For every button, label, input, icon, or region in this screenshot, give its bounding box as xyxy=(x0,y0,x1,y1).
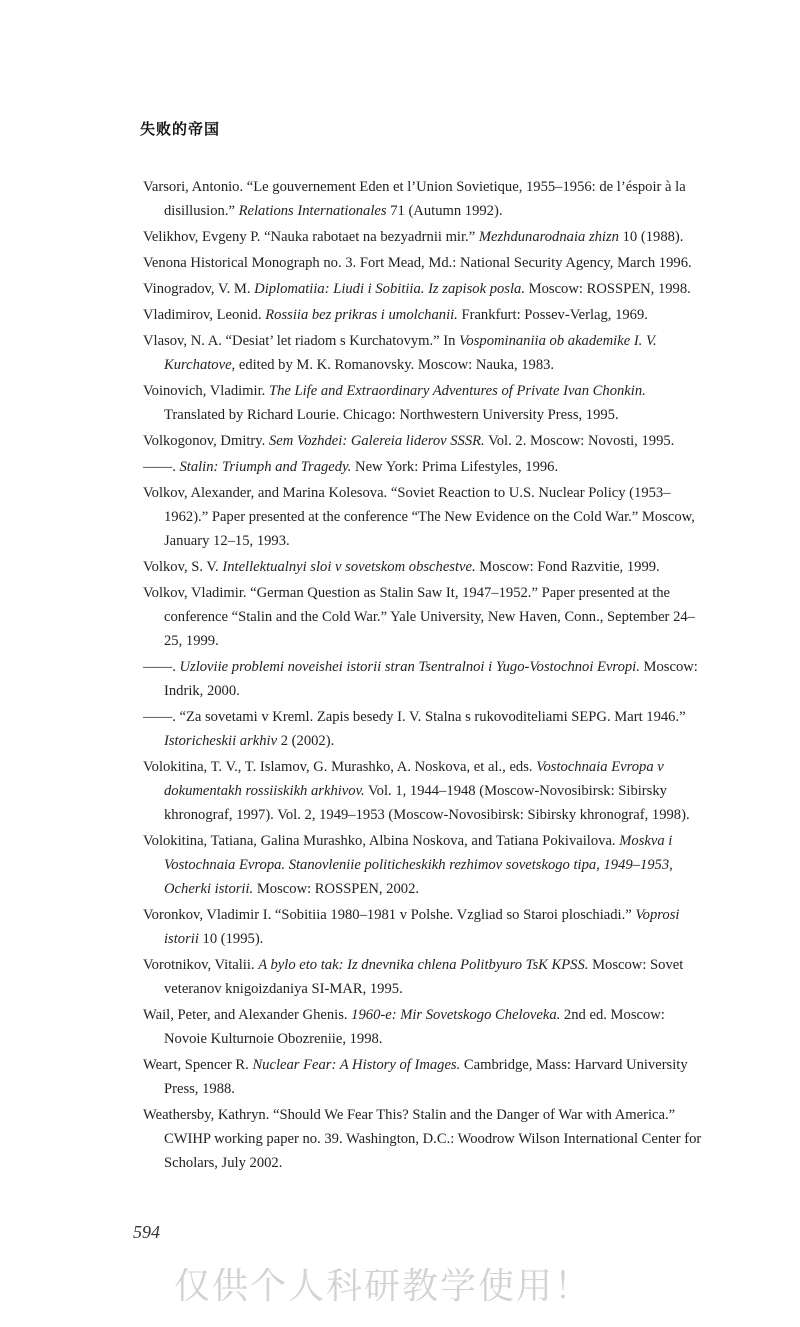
entry-text: edited by M. K. Romanovsky. Moscow: Nauka, 1983. xyxy=(235,357,555,373)
entry-title: 1960-e: Mir Sovetskogo Cheloveka. xyxy=(351,1007,561,1023)
entry-title: Moskva i Vostochnaia Evropa. Stanovleniie politicheskikh rezhimov sovetskogo tipa, 1949–1953, Ocherki istorii. xyxy=(164,833,673,897)
bibliography-entry xyxy=(143,175,703,223)
entry-text: Weathersby, Kathryn. “Should We Fear This? Stalin and the Danger of War with America.” CWIHP working paper no. 39. Washington, D.C.: Woodrow Wilson International Center for Scholars, July 2002. xyxy=(143,1107,702,1171)
bibliography-entry xyxy=(143,303,703,327)
entry-text: Voronkov, Vladimir I. “Sobitiia 1980–1981 v Polshe. Vzgliad so Staroi ploschiadi.” xyxy=(143,907,636,923)
entry-text: New York: Prima Lifestyles, 1996. xyxy=(351,459,559,475)
entry-text: Vol. 1, 1944–1948 (Moscow-Novosibirsk: Sibirsky khronograf, 1997). Vol. 2, 1949–1953 (Moscow-Novosibirsk: Sibirsky khronograf, 1998). xyxy=(164,783,690,823)
entry-text: Volokitina, Tatiana, Galina Murashko, Albina Noskova, and Tatiana Pokivailova. xyxy=(143,833,620,849)
entry-text: Weart, Spencer R. xyxy=(143,1057,253,1073)
bibliography-entry xyxy=(143,429,703,453)
bibliography-entry xyxy=(143,225,703,249)
bibliography-entry xyxy=(143,481,703,553)
bibliography-entry xyxy=(143,705,703,753)
entry-title: Nuclear Fear: A History of Images. xyxy=(252,1057,461,1073)
page-number: 594 xyxy=(133,1222,160,1242)
entry-text: Vinogradov, V. M. xyxy=(143,281,255,297)
bibliography-entry xyxy=(143,581,703,653)
entry-text: Vol. 2. Moscow: Novosti, 1995. xyxy=(484,433,675,449)
bibliography-entry xyxy=(143,655,703,703)
entry-title: Sem Vozhdei: Galereia liderov SSSR. xyxy=(268,433,485,449)
entry-title: The Life and Extraordinary Adventures of Private Ivan Chonkin. xyxy=(268,383,646,399)
bibliography-entry xyxy=(143,1003,703,1051)
entry-text: 10 (1995). xyxy=(198,931,264,947)
entry-text: Moscow: ROSSPEN, 2002. xyxy=(253,881,420,897)
entry-text: Frankfurt: Possev-Verlag, 1969. xyxy=(457,307,648,323)
entry-text: Volkogonov, Dmitry. xyxy=(143,433,269,449)
entry-title: Rossiia bez prikras i umolchanii. xyxy=(265,307,458,323)
entry-title: Vostochnaia Evropa v dokumentakh rossiiskikh arkhivov. xyxy=(164,759,664,799)
entry-text: Voinovich, Vladimir. xyxy=(143,383,269,399)
entry-title: Diplomatiia: Liudi i Sobitiia. Iz zapisok posla. xyxy=(254,281,525,297)
entry-title: Uzloviie problemi noveishei istorii stran Tsentralnoi i Yugo-Vostochnoi Evropi. xyxy=(179,659,640,675)
bibliography-entry xyxy=(143,1053,703,1101)
bibliography-entry xyxy=(143,555,703,579)
bibliography-entry xyxy=(143,953,703,1001)
entry-title: Vospominaniia ob akademike I. V. Kurchatove, xyxy=(164,333,657,373)
entry-text: Vorotnikov, Vitalii. xyxy=(143,957,259,973)
entry-text: Volkov, S. V. xyxy=(143,559,223,575)
entry-text: 71 (Autumn 1992). xyxy=(386,203,503,219)
bibliography-entry xyxy=(143,1103,703,1175)
entry-text: Translated by Richard Lourie. Chicago: Northwestern University Press, 1995. xyxy=(164,407,619,423)
entry-text: Venona Historical Monograph no. 3. Fort Mead, Md.: National Security Agency, March 1996. xyxy=(143,255,692,271)
entry-text: Moscow: Indrik, 2000. xyxy=(164,659,698,699)
entry-text: Moscow: ROSSPEN, 1998. xyxy=(524,281,691,297)
bibliography-entry xyxy=(143,755,703,827)
entry-text: Moscow: Fond Razvitie, 1999. xyxy=(475,559,660,575)
running-header: 失败的帝国 xyxy=(140,120,221,138)
watermark: 仅供个人科研教学使用！ xyxy=(174,1266,593,1307)
bibliography-entry xyxy=(143,829,703,901)
entry-text: Vlasov, N. A. “Desiat’ let riadom s Kurchatovym.” In xyxy=(143,333,460,349)
entry-text: Vladimirov, Leonid. xyxy=(143,307,266,323)
entry-text: ——. “Za sovetami v Kreml. Zapis besedy I. V. Stalna s rukovoditeliami SEPG. Mart 1946.” xyxy=(143,709,686,725)
entry-title: Stalin: Triumph and Tragedy. xyxy=(179,459,352,475)
bibliography-entry xyxy=(143,277,703,301)
bibliography-entry xyxy=(143,379,703,427)
entry-title: A bylo eto tak: Iz dnevnika chlena Politbyuro TsK KPSS. xyxy=(258,957,589,973)
entry-text: 2 (2002). xyxy=(277,733,335,749)
entry-text: Volkov, Vladimir. “German Question as Stalin Saw It, 1947–1952.” Paper presented at the conference “Stalin and the Cold War.” Yale University, New Haven, Conn., September 24–25, 1999. xyxy=(143,585,695,649)
entry-text: Moscow: Sovet veteranov knigoizdaniya SI-MAR, 1995. xyxy=(164,957,684,997)
entry-title: Relations Internationales xyxy=(238,203,387,219)
entry-text: Volkov, Alexander, and Marina Kolesova. “Soviet Reaction to U.S. Nuclear Policy (1953–1962).” Paper presented at the conference “The New Evidence on the Cold War.” Moscow, January 12–15, 1993. xyxy=(143,485,695,549)
entry-text: 2nd ed. Moscow: Novoie Kulturnoie Obozreniie, 1998. xyxy=(164,1007,665,1047)
entry-title: Mezhdunarodnaia zhizn xyxy=(478,229,619,245)
entry-title: Intellektualnyi sloi v sovetskom obschestve. xyxy=(222,559,476,575)
entry-text: Varsori, Antonio. “Le gouvernement Eden et l’Union Sovietique, 1955–1956: de l’éspoir à la disillusion.” xyxy=(143,179,686,219)
entry-text: Velikhov, Evgeny P. “Nauka rabotaet na bezyadrnii mir.” xyxy=(143,229,479,245)
entry-text: 10 (1988). xyxy=(618,229,684,245)
bibliography-list xyxy=(143,175,703,1177)
entry-text: ——. xyxy=(143,459,180,475)
bibliography-entry xyxy=(143,329,703,377)
entry-title: Voprosi istorii xyxy=(164,907,680,947)
bibliography-entry xyxy=(143,903,703,951)
entry-text: Cambridge, Mass: Harvard University Press, 1988. xyxy=(164,1057,688,1097)
bibliography-entry xyxy=(143,251,703,275)
entry-title: Istoricheskii arkhiv xyxy=(164,733,278,749)
entry-text: Volokitina, T. V., T. Islamov, G. Murashko, A. Noskova, et al., eds. xyxy=(143,759,537,775)
entry-text: ——. xyxy=(143,659,180,675)
bibliography-entry xyxy=(143,455,703,479)
entry-text: Wail, Peter, and Alexander Ghenis. xyxy=(143,1007,352,1023)
